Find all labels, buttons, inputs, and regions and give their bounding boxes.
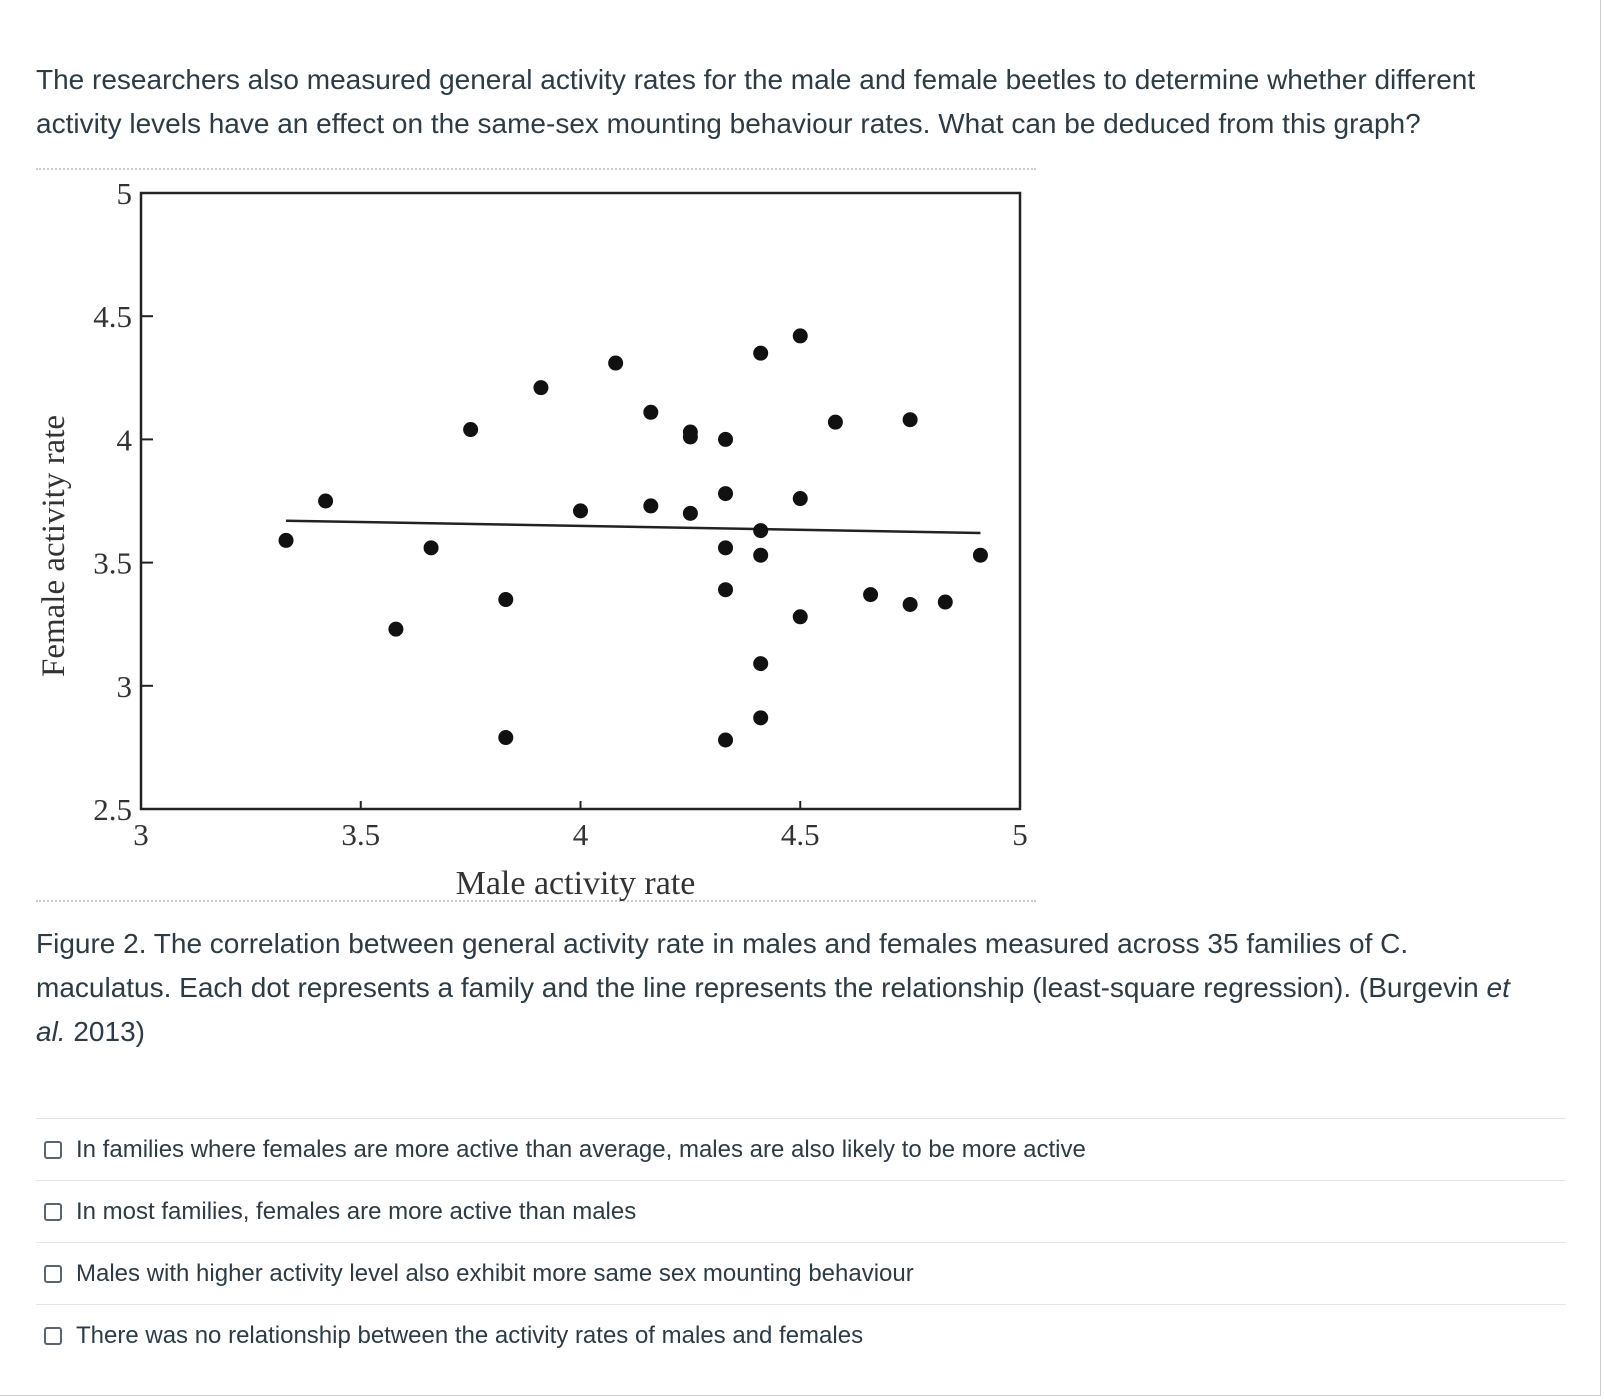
answer-label: Males with higher activity level also exhibit more same sex mounting behaviour: [76, 1259, 914, 1287]
data-point: [718, 733, 733, 748]
answer-option[interactable]: [36, 1118, 1566, 1180]
data-point: [463, 422, 478, 437]
data-point: [753, 346, 768, 361]
regression-line: [286, 521, 980, 533]
data-point: [718, 582, 733, 597]
data-point: [608, 356, 623, 371]
data-point: [683, 429, 698, 444]
data-point: [753, 548, 768, 563]
data-point: [903, 412, 918, 427]
data-point: [424, 540, 439, 555]
y-tick-label: 5: [116, 176, 132, 211]
y-tick-label: 3: [116, 668, 132, 704]
data-point: [718, 486, 733, 501]
x-tick-label: 5: [1012, 817, 1028, 852]
answer-label: There was no relationship between the activity rates of males and females: [76, 1321, 864, 1349]
data-point: [643, 405, 658, 420]
answer-label: In families where females are more active than average, males are also likely to be more active: [76, 1135, 1086, 1163]
data-point: [828, 415, 843, 430]
answer-option[interactable]: [36, 1304, 1566, 1366]
answer-option[interactable]: [36, 1180, 1566, 1242]
data-point: [718, 432, 733, 447]
answer-list: [36, 1118, 1566, 1366]
x-axis-label: Male activity rate: [455, 865, 696, 902]
data-point: [573, 503, 588, 518]
x-tick-label: 3.5: [341, 817, 381, 852]
data-point: [279, 533, 294, 548]
plot-frame: [141, 193, 1020, 809]
y-tick-label: 4: [116, 422, 132, 458]
checkbox[interactable]: [44, 1265, 62, 1283]
data-point: [793, 609, 808, 624]
data-point: [683, 506, 698, 521]
data-point: [903, 597, 918, 612]
data-point: [533, 380, 548, 395]
data-point: [498, 592, 513, 607]
data-point: [753, 710, 768, 725]
x-tick-label: 3: [133, 817, 149, 852]
data-point: [973, 548, 988, 563]
checkbox[interactable]: [44, 1203, 62, 1221]
data-point: [753, 656, 768, 671]
answer-label: In most families, females are more active than males: [76, 1197, 637, 1225]
y-tick-label: 4.5: [93, 299, 132, 335]
y-axis-label: Female activity rate: [36, 414, 72, 678]
data-point: [318, 494, 333, 509]
figure-container: [36, 168, 1036, 902]
caption-italic: et al.: [36, 972, 1510, 1047]
figure-caption: [36, 922, 1546, 1054]
data-point: [863, 587, 878, 602]
data-point: [753, 523, 768, 538]
data-point: [643, 498, 658, 513]
x-tick-label: 4: [572, 817, 589, 852]
caption-year: 2013): [65, 1016, 145, 1047]
caption-main: Figure 2. The correlation between general activity rate in males and females measured across 35 families of C. maculatus. Each dot represents a family and the line represents the relationship (least-square regression). (Burgevin: [36, 928, 1487, 1003]
checkbox[interactable]: [44, 1327, 62, 1345]
y-tick-label: 2.5: [93, 792, 132, 827]
question-text: The researchers also measured general activity rates for the male and female beetles to determine whether different activity levels have an effect on the same-sex mounting behaviour rates. What can be deduced from this graph?: [36, 64, 1476, 139]
data-point: [793, 491, 808, 506]
data-point: [793, 328, 808, 343]
data-point: [718, 540, 733, 555]
checkbox[interactable]: [44, 1141, 62, 1159]
answer-option[interactable]: [36, 1242, 1566, 1304]
y-tick-label: 3.5: [93, 545, 132, 581]
data-point: [388, 622, 403, 637]
data-point: [938, 595, 953, 610]
x-tick-label: 4.5: [780, 817, 820, 852]
data-point: [498, 730, 513, 745]
